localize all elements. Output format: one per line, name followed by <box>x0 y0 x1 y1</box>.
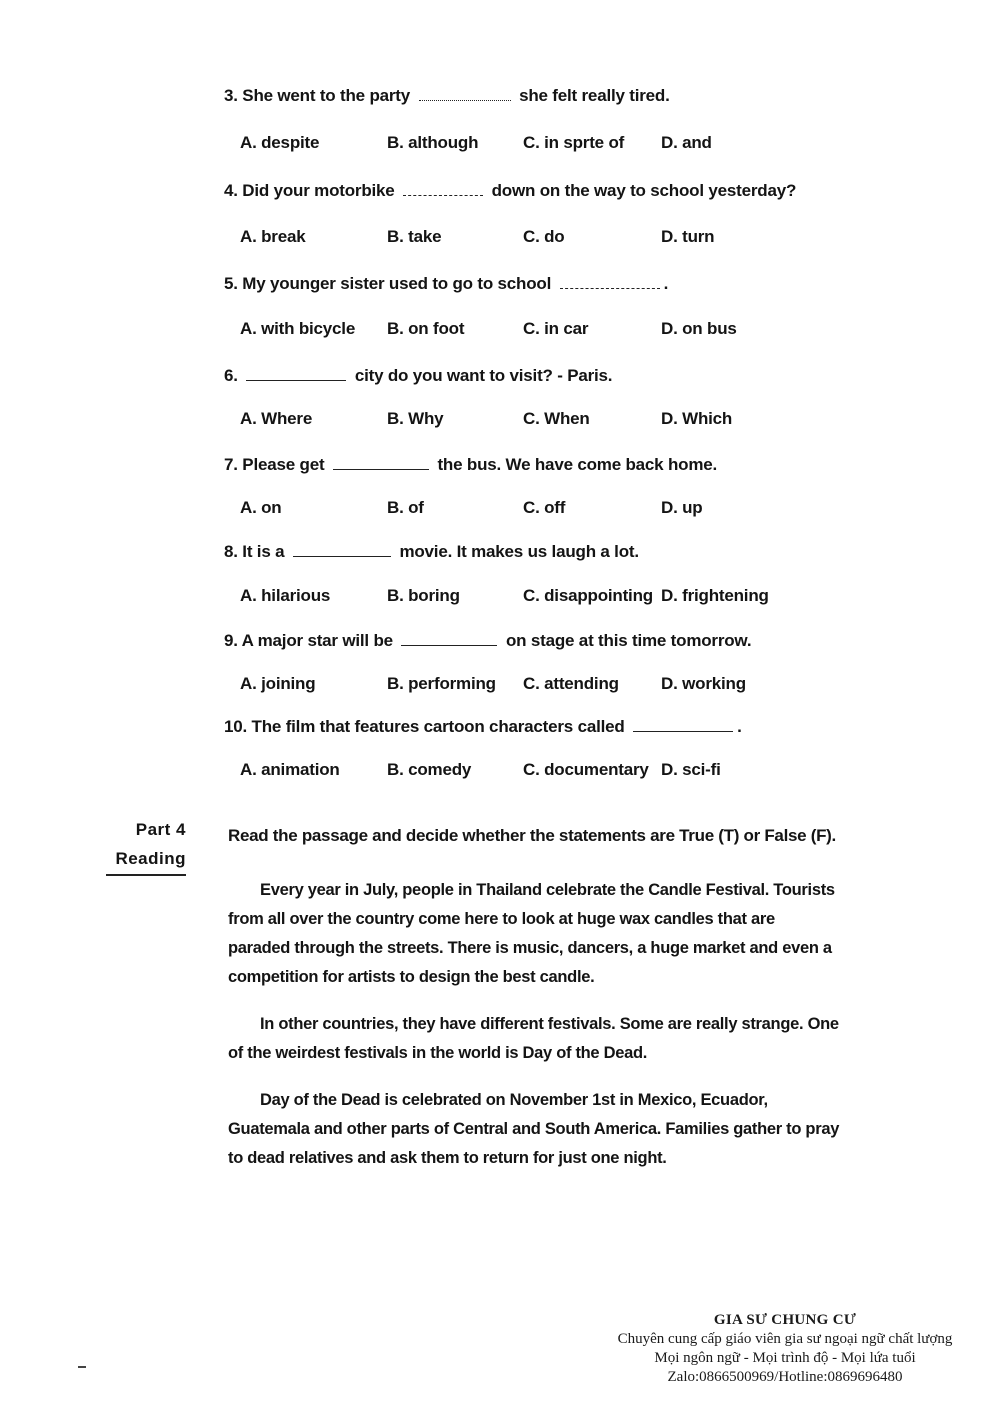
question-stem-end: movie. It makes us laugh a lot. <box>399 542 639 561</box>
option-b[interactable]: B. on foot <box>387 319 465 338</box>
options-row <box>240 227 840 251</box>
part-underline <box>106 874 186 876</box>
option-b[interactable]: B. performing <box>387 674 496 693</box>
answer-blank[interactable] <box>333 468 429 470</box>
option-b[interactable]: B. Why <box>387 409 444 428</box>
footer-block <box>585 1311 985 1387</box>
question-stem: 5. My younger sister used to go to school <box>224 274 552 293</box>
option-b[interactable]: B. although <box>387 133 479 152</box>
question-stem: 4. Did your motorbike <box>224 181 395 200</box>
question-stem-end: on stage at this time tomorrow. <box>505 631 752 650</box>
passage-paragraph-2: In other countries, they have different festivals. Some are really strange. One of the weirdest festivals in the world is Day of the Dead. <box>228 1015 839 1062</box>
option-b[interactable]: B. comedy <box>387 760 472 779</box>
question-9 <box>224 631 864 651</box>
answer-blank[interactable] <box>246 379 346 381</box>
options-row <box>240 586 840 610</box>
question-stem: 7. Please get <box>224 455 325 474</box>
option-a[interactable]: A. despite <box>240 133 320 152</box>
question-stem: 8. It is a <box>224 542 285 561</box>
option-b[interactable]: B. boring <box>387 586 460 605</box>
option-c[interactable]: C. disappointing <box>523 586 653 605</box>
question-stem-end: the bus. We have come back home. <box>437 455 718 474</box>
option-a[interactable]: A. animation <box>240 760 340 779</box>
options-row <box>240 674 840 698</box>
part-instruction: Read the passage and decide whether the statements are True (T) or False (F). <box>228 826 836 845</box>
answer-blank[interactable] <box>419 99 511 101</box>
answer-blank[interactable] <box>401 644 497 646</box>
option-c[interactable]: C. When <box>523 409 590 428</box>
option-c[interactable]: C. do <box>523 227 565 246</box>
passage-paragraph-1: Every year in July, people in Thailand celebrate the Candle Festival. Tourists from all over the country come here to look at huge wax candles that are paraded through the streets. There is music, dancers, a huge market and even a competition for artists to design the best candle. <box>228 881 835 986</box>
footer-title: GIA SƯ CHUNG CƯ <box>713 1312 857 1328</box>
option-d[interactable]: D. frightening <box>661 586 769 605</box>
part-name: Reading <box>115 849 186 868</box>
page-mark <box>78 1366 86 1368</box>
option-c[interactable]: C. in car <box>523 319 589 338</box>
option-b[interactable]: B. take <box>387 227 442 246</box>
footer-line-2: Mọi ngôn ngữ - Mọi trình độ - Mọi lứa tuổi <box>654 1350 916 1366</box>
options-row <box>240 498 840 522</box>
question-7 <box>224 455 864 475</box>
question-6 <box>224 366 864 386</box>
options-row <box>240 760 840 784</box>
option-d[interactable]: D. turn <box>661 227 715 246</box>
option-d[interactable]: D. and <box>661 133 712 152</box>
option-d[interactable]: D. Which <box>661 409 733 428</box>
answer-blank[interactable] <box>633 730 733 732</box>
options-row <box>240 319 840 343</box>
option-a[interactable]: A. Where <box>240 409 313 428</box>
part-number: Part 4 <box>135 820 186 839</box>
question-stem: 3. She went to the party <box>224 86 411 105</box>
question-stem: 9. A major star will be <box>224 631 393 650</box>
answer-blank[interactable] <box>403 194 483 196</box>
question-8 <box>224 542 864 562</box>
option-d[interactable]: D. up <box>661 498 703 517</box>
question-10 <box>224 717 864 737</box>
option-a[interactable]: A. hilarious <box>240 586 331 605</box>
option-a[interactable]: A. with bicycle <box>240 319 356 338</box>
question-stem-end: . <box>737 717 742 736</box>
question-stem-end: she felt really tired. <box>519 86 670 105</box>
question-stem: 10. The film that features cartoon characters called <box>224 717 625 736</box>
option-c[interactable]: C. documentary <box>523 760 649 779</box>
option-c[interactable]: C. off <box>523 498 566 517</box>
option-d[interactable]: D. working <box>661 674 746 693</box>
footer-line-1: Chuyên cung cấp giáo viên gia sư ngoại ngữ chất lượng <box>617 1331 953 1347</box>
option-a[interactable]: A. joining <box>240 674 316 693</box>
option-c[interactable]: C. in sprte of <box>523 133 625 152</box>
answer-blank[interactable] <box>560 287 660 289</box>
question-stem: 6. <box>224 366 238 385</box>
question-3 <box>224 86 864 106</box>
answer-blank[interactable] <box>293 555 391 557</box>
options-row <box>240 133 840 157</box>
options-row <box>240 409 840 433</box>
option-d[interactable]: D. on bus <box>661 319 737 338</box>
passage-paragraph-3: Day of the Dead is celebrated on November 1st in Mexico, Ecuador, Guatemala and other parts of Central and South America. Families gather to pray to dead relatives and ask them to return for just one night. <box>228 1091 840 1167</box>
option-c[interactable]: C. attending <box>523 674 619 693</box>
option-b[interactable]: B. of <box>387 498 424 517</box>
question-stem-end: down on the way to school yesterday? <box>491 181 797 200</box>
question-4 <box>224 181 864 201</box>
option-a[interactable]: A. break <box>240 227 306 246</box>
option-d[interactable]: D. sci-fi <box>661 760 721 779</box>
question-stem-end: . <box>663 274 669 293</box>
option-a[interactable]: A. on <box>240 498 282 517</box>
question-5 <box>224 274 864 294</box>
question-stem-end: city do you want to visit? - Paris. <box>354 366 613 385</box>
footer-line-3: Zalo:0866500969/Hotline:0869696480 <box>667 1369 903 1385</box>
